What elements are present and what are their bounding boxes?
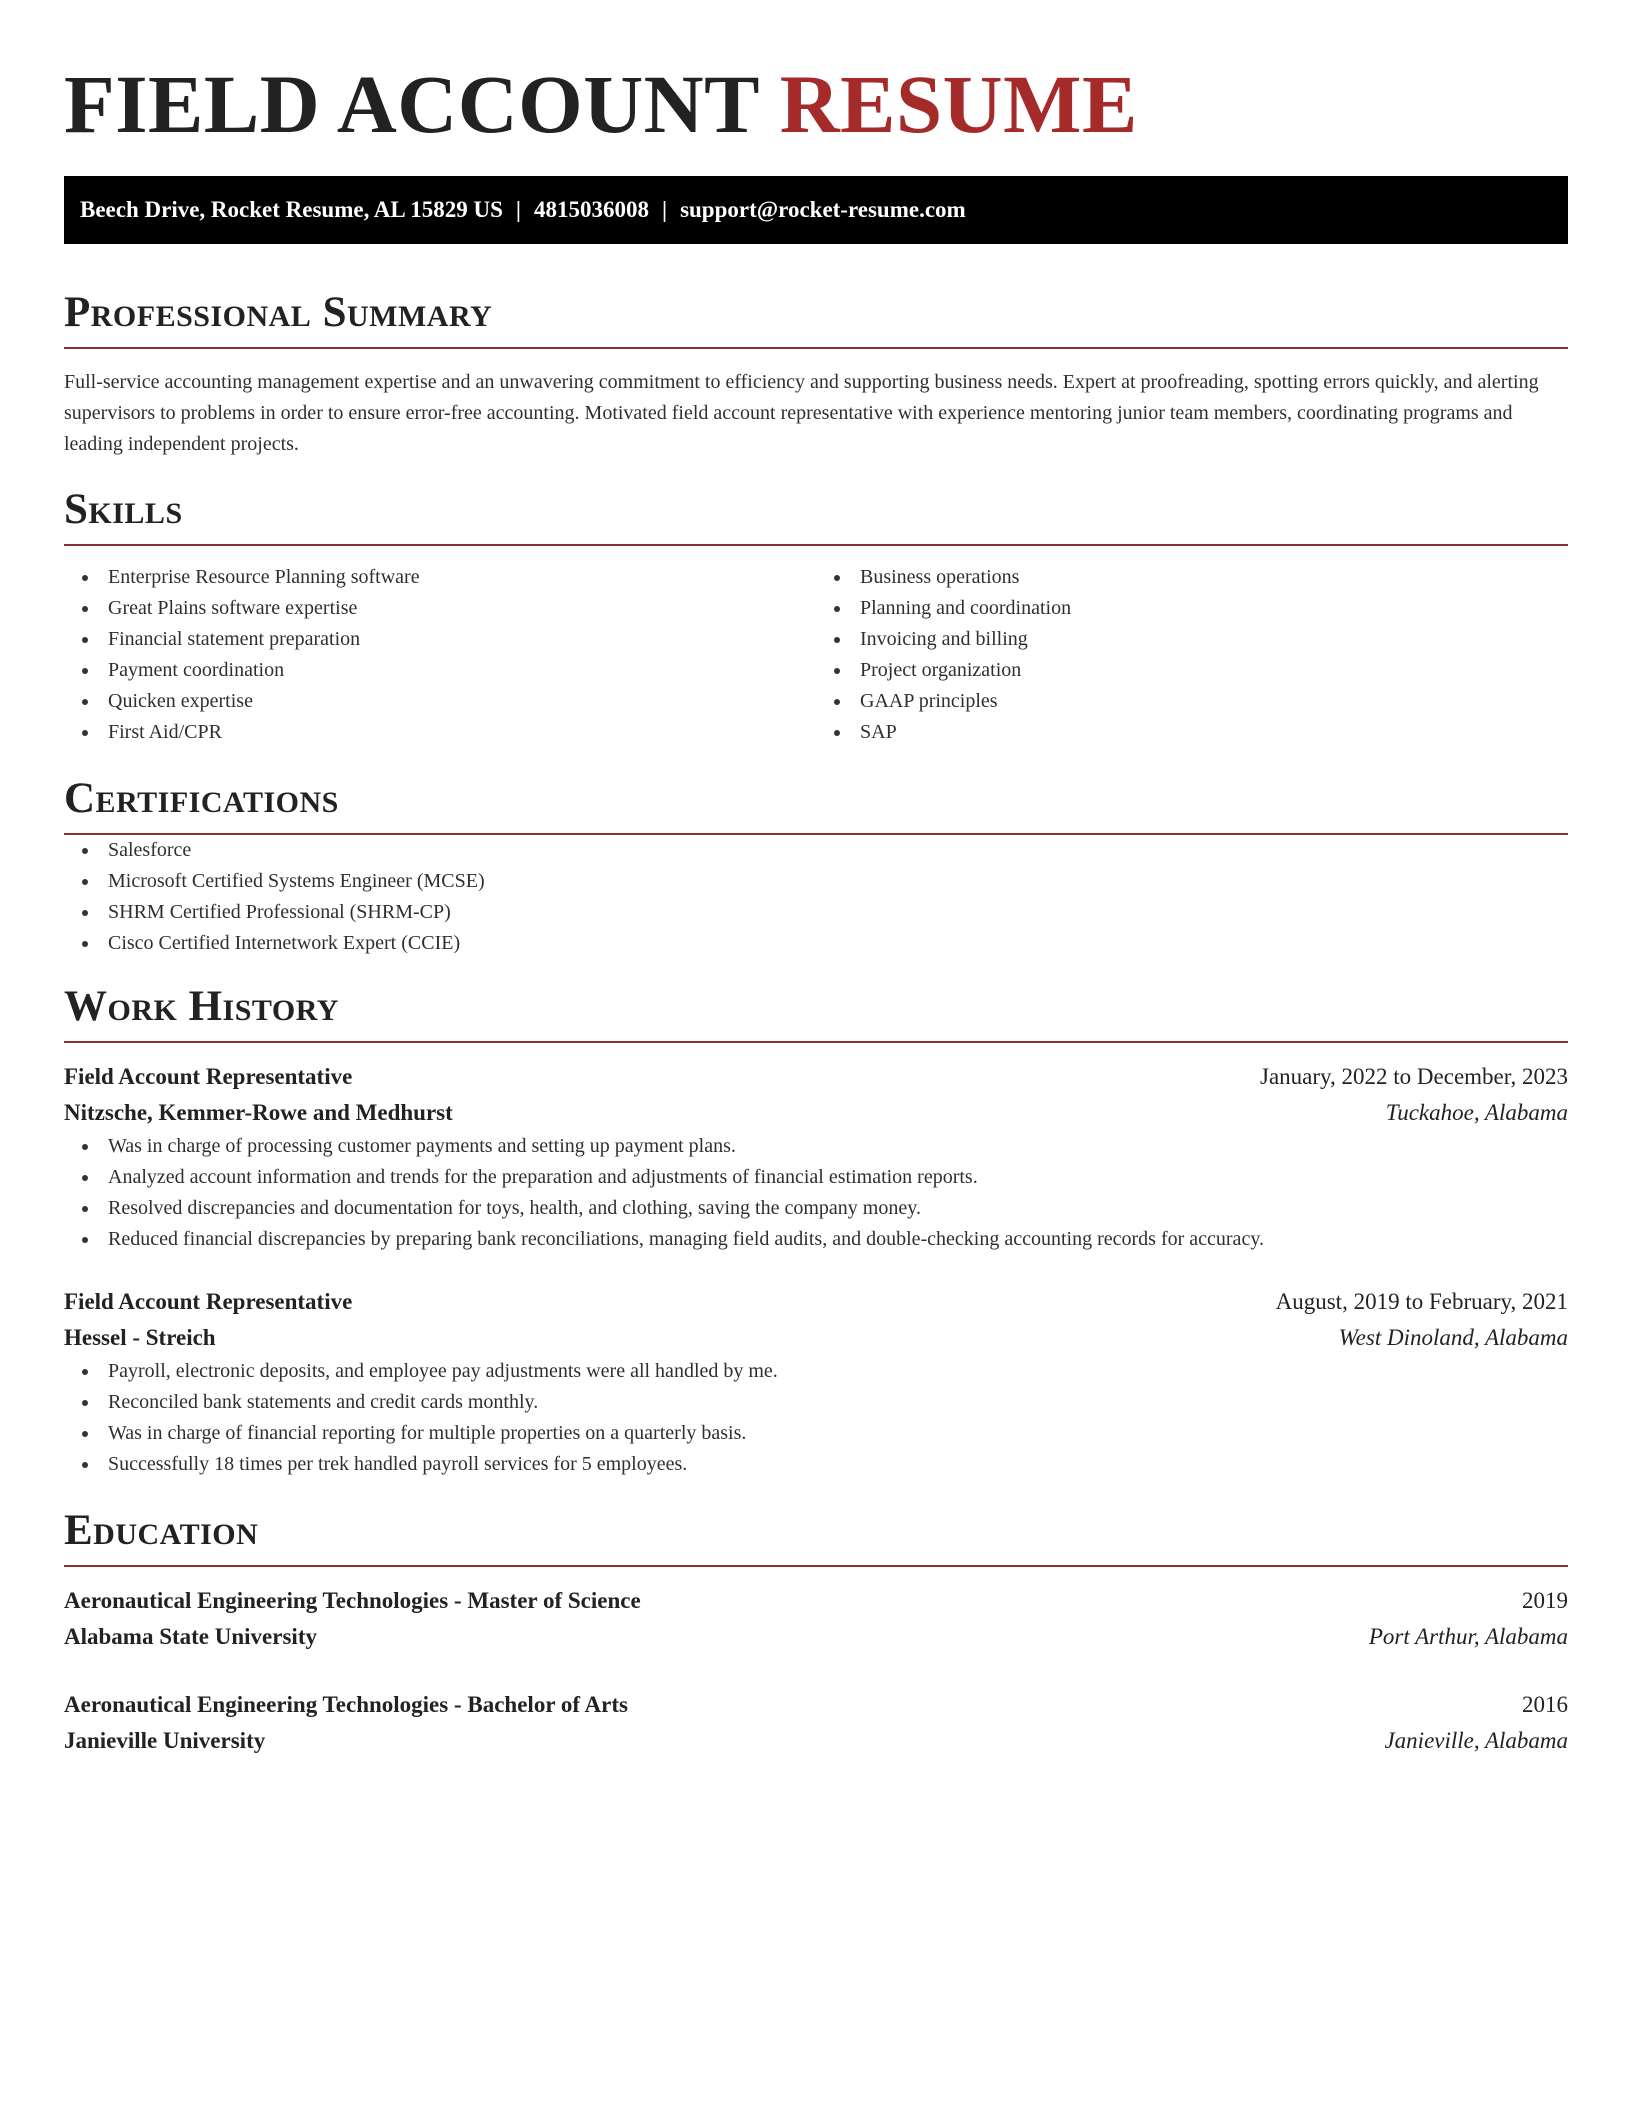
skill-item: Quicken expertise bbox=[64, 686, 816, 717]
contact-separator: | bbox=[661, 197, 668, 222]
section-heading-skills: Skills bbox=[64, 486, 183, 533]
section-heading-certifications: Certifications bbox=[64, 775, 339, 822]
job-bullets bbox=[64, 1356, 1568, 1480]
contact-email[interactable]: support@rocket-resume.com bbox=[680, 197, 966, 222]
skill-item: Enterprise Resource Planning software bbox=[64, 562, 816, 593]
skills-section bbox=[64, 486, 1568, 748]
job-company: Hessel - Streich bbox=[64, 1325, 216, 1350]
skill-item: Project organization bbox=[816, 655, 1568, 686]
school-row bbox=[64, 1723, 1568, 1759]
skill-item: Business operations bbox=[816, 562, 1568, 593]
job-dates: August, 2019 to February, 2021 bbox=[1275, 1289, 1568, 1314]
contact-separator: | bbox=[515, 197, 521, 222]
graduation-year: 2016 bbox=[1522, 1692, 1568, 1717]
skill-item: GAAP principles bbox=[816, 686, 1568, 717]
skills-list-left bbox=[64, 562, 816, 748]
certifications-list bbox=[64, 835, 1568, 959]
job-bullets bbox=[64, 1131, 1568, 1255]
skill-item: Great Plains software expertise bbox=[64, 593, 816, 624]
section-heading-work-history: Work History bbox=[64, 983, 339, 1030]
skill-item: First Aid/CPR bbox=[64, 717, 816, 748]
degree-name: Aeronautical Engineering Technologies - Bachelor of Arts bbox=[64, 1692, 628, 1717]
certification-item: Salesforce bbox=[64, 835, 1568, 866]
skills-grid bbox=[64, 562, 1568, 748]
contact-address: Beech Drive, Rocket Resume, AL 15829 US bbox=[80, 197, 503, 222]
education-entry bbox=[64, 1583, 1568, 1655]
work-history-section bbox=[64, 983, 1568, 1480]
education-section bbox=[64, 1507, 1568, 1759]
contact-phone[interactable]: 4815036008 bbox=[533, 197, 649, 222]
title-main: FIELD ACCOUNT bbox=[64, 58, 759, 150]
degree-row bbox=[64, 1583, 1568, 1619]
certification-item: SHRM Certified Professional (SHRM-CP) bbox=[64, 897, 1568, 928]
job-title-row bbox=[64, 1059, 1568, 1095]
education-entry bbox=[64, 1687, 1568, 1759]
job-bullet: Resolved discrepancies and documentation for toys, health, and clothing, saving the company money. bbox=[64, 1193, 1568, 1224]
degree-row bbox=[64, 1687, 1568, 1723]
job-bullet: Was in charge of processing customer payments and setting up payment plans. bbox=[64, 1131, 1568, 1162]
summary-section bbox=[64, 289, 1568, 460]
certification-item: Cisco Certified Internetwork Expert (CCIE) bbox=[64, 928, 1568, 959]
section-heading-education: Education bbox=[64, 1507, 259, 1554]
job-location: West Dinoland, Alabama bbox=[1338, 1325, 1568, 1350]
skill-item: Planning and coordination bbox=[816, 593, 1568, 624]
summary-text: Full-service accounting management expertise and an unwavering commitment to efficiency and supporting business needs. Expert at proofreading, spotting errors quickly, and alerting supervisors to problems in order to ensure error-free accounting. Motivated field account representative with experience mentoring junior team members, coordinating programs and leading independent projects. bbox=[64, 371, 1539, 455]
job-bullet: Analyzed account information and trends for the preparation and adjustments of financial estimation reports. bbox=[64, 1162, 1568, 1193]
degree-name: Aeronautical Engineering Technologies - Master of Science bbox=[64, 1588, 641, 1613]
school-name: Alabama State University bbox=[64, 1624, 317, 1649]
job-bullet: Reconciled bank statements and credit cards monthly. bbox=[64, 1387, 1568, 1418]
job-dates: January, 2022 to December, 2023 bbox=[1260, 1064, 1568, 1089]
job-bullet: Payroll, electronic deposits, and employee pay adjustments were all handled by me. bbox=[64, 1356, 1568, 1387]
school-location: Port Arthur, Alabama bbox=[1368, 1624, 1568, 1649]
job-title-row bbox=[64, 1284, 1568, 1320]
skills-list-right bbox=[816, 562, 1568, 748]
job-location: Tuckahoe, Alabama bbox=[1385, 1100, 1568, 1125]
certifications-section bbox=[64, 775, 1568, 959]
skill-item: SAP bbox=[816, 717, 1568, 748]
job-entry bbox=[64, 1059, 1568, 1255]
job-company-row bbox=[64, 1320, 1568, 1356]
job-bullet: Was in charge of financial reporting for multiple properties on a quarterly basis. bbox=[64, 1418, 1568, 1449]
section-divider bbox=[64, 347, 1568, 349]
school-name: Janieville University bbox=[64, 1728, 266, 1753]
resume-title bbox=[64, 0, 1568, 150]
skill-item: Financial statement preparation bbox=[64, 624, 816, 655]
section-heading-summary: Professional Summary bbox=[64, 289, 493, 336]
job-bullet: Successfully 18 times per trek handled payroll services for 5 employees. bbox=[64, 1449, 1568, 1480]
section-divider bbox=[64, 1041, 1568, 1043]
job-entry bbox=[64, 1284, 1568, 1480]
certification-item: Microsoft Certified Systems Engineer (MCSE) bbox=[64, 866, 1568, 897]
job-company: Nitzsche, Kemmer-Rowe and Medhurst bbox=[64, 1100, 453, 1125]
school-location: Janieville, Alabama bbox=[1384, 1728, 1568, 1753]
skill-item: Payment coordination bbox=[64, 655, 816, 686]
contact-bar bbox=[64, 176, 1568, 244]
section-divider bbox=[64, 544, 1568, 546]
skill-item: Invoicing and billing bbox=[816, 624, 1568, 655]
job-bullet: Reduced financial discrepancies by preparing bank reconciliations, managing field audits, and double-checking accounting records for accuracy. bbox=[64, 1224, 1568, 1255]
section-divider bbox=[64, 1565, 1568, 1567]
graduation-year: 2019 bbox=[1522, 1588, 1568, 1613]
job-title: Field Account Representative bbox=[64, 1289, 353, 1314]
job-title: Field Account Representative bbox=[64, 1064, 353, 1089]
school-row bbox=[64, 1619, 1568, 1655]
title-accent: RESUME bbox=[779, 58, 1138, 150]
job-company-row bbox=[64, 1095, 1568, 1131]
